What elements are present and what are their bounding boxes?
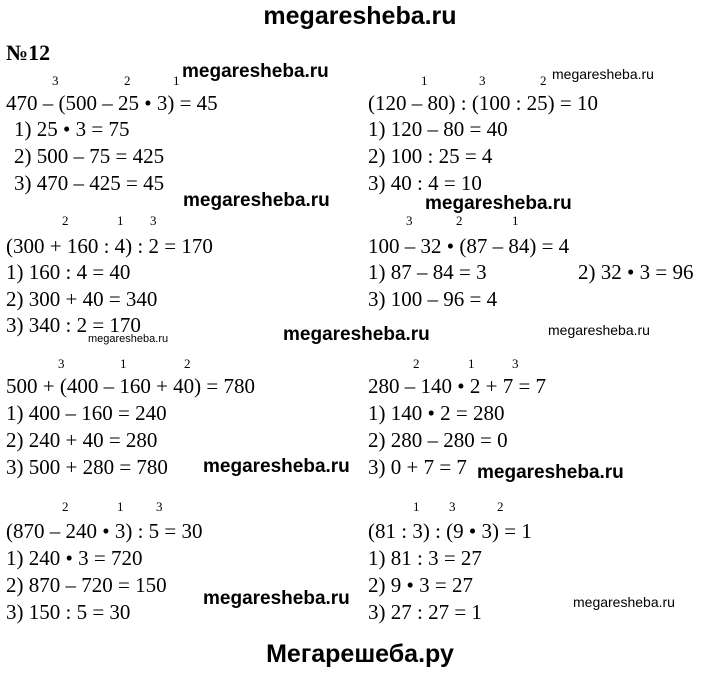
order-marker: 1 — [468, 356, 475, 371]
order-marker: 3 — [58, 356, 65, 371]
task-number: №12 — [6, 40, 51, 65]
solution-step: 2) 32 • 3 = 96 — [578, 260, 694, 284]
watermark: megaresheba.ru — [283, 324, 430, 345]
solution-step: 2) 300 + 40 = 340 — [6, 287, 158, 311]
watermark: megaresheba.ru — [182, 61, 329, 82]
order-marker: 1 — [512, 213, 519, 228]
solution-step: 3) 100 – 96 = 4 — [368, 287, 498, 311]
order-marker: 3 — [406, 213, 413, 228]
watermark: megaresheba.ru — [573, 594, 675, 610]
order-marker: 1 — [117, 213, 124, 228]
watermark: megaresheba.ru — [552, 66, 654, 82]
solution-step: 1) 400 – 160 = 240 — [6, 401, 167, 425]
order-marker: 1 — [173, 73, 180, 88]
order-marker: 3 — [52, 73, 59, 88]
order-marker: 1 — [413, 499, 420, 514]
solution-step: 3) 150 : 5 = 30 — [6, 600, 131, 624]
solution-step: 2) 240 + 40 = 280 — [6, 428, 158, 452]
watermark: megaresheba.ru — [203, 588, 350, 609]
order-marker: 1 — [120, 356, 127, 371]
problem-expression: 470 – (500 – 25 • 3) = 45 — [6, 91, 218, 115]
solution-step: 3) 470 – 425 = 45 — [14, 171, 165, 195]
order-marker: 2 — [497, 499, 504, 514]
solution-step: 2) 870 – 720 = 150 — [6, 573, 167, 597]
watermark: megaresheba.ru — [477, 462, 624, 483]
site-footer: Мегарешеба.ру — [266, 640, 454, 668]
problem-expression: (300 + 160 : 4) : 2 = 170 — [6, 234, 213, 258]
order-marker: 2 — [413, 356, 420, 371]
solution-step: 1) 81 : 3 = 27 — [368, 546, 482, 570]
problem-expression: 280 – 140 • 2 + 7 = 7 — [368, 374, 547, 398]
order-marker: 2 — [456, 213, 463, 228]
order-marker: 3 — [156, 499, 163, 514]
solution-step: 3) 500 + 280 = 780 — [6, 455, 168, 479]
watermark: megaresheba.ru — [203, 456, 350, 477]
solution-step: 1) 240 • 3 = 720 — [6, 546, 143, 570]
order-marker: 3 — [449, 499, 456, 514]
watermark: megaresheba.ru — [183, 190, 330, 211]
solution-step: 3) 340 : 2 = 170 — [6, 313, 141, 337]
solution-step: 1) 25 • 3 = 75 — [14, 117, 130, 141]
solution-step: 2) 500 – 75 = 425 — [14, 144, 165, 168]
order-marker: 2 — [124, 73, 131, 88]
solution-step: 3) 27 : 27 = 1 — [368, 600, 482, 624]
solution-step: 2) 280 – 280 = 0 — [368, 428, 508, 452]
order-marker: 2 — [62, 213, 69, 228]
solution-step: 1) 87 – 84 = 3 — [368, 260, 487, 284]
watermark: megaresheba.ru — [425, 193, 572, 214]
problem-expression: (81 : 3) : (9 • 3) = 1 — [368, 519, 532, 543]
order-marker: 1 — [117, 499, 124, 514]
order-marker: 2 — [62, 499, 69, 514]
problem-expression: 500 + (400 – 160 + 40) = 780 — [6, 374, 256, 398]
order-marker: 1 — [421, 73, 428, 88]
solution-step: 1) 160 : 4 = 40 — [6, 260, 131, 284]
solution-step: 3) 0 + 7 = 7 — [368, 455, 467, 479]
problem-expression: 100 – 32 • (87 – 84) = 4 — [368, 234, 570, 258]
order-marker: 2 — [184, 356, 191, 371]
solution-step: 2) 100 : 25 = 4 — [368, 144, 493, 168]
solution-step: 3) 40 : 4 = 10 — [368, 171, 482, 195]
solution-step: 1) 140 • 2 = 280 — [368, 401, 505, 425]
watermark: megaresheba.ru — [88, 333, 169, 345]
order-marker: 2 — [540, 73, 547, 88]
site-title: megaresheba.ru — [263, 2, 457, 30]
solution-step: 1) 120 – 80 = 40 — [368, 117, 508, 141]
order-marker: 3 — [512, 356, 519, 371]
problem-expression: (120 – 80) : (100 : 25) = 10 — [368, 91, 598, 115]
order-marker: 3 — [150, 213, 157, 228]
watermark: megaresheba.ru — [548, 322, 650, 338]
problem-expression: (870 – 240 • 3) : 5 = 30 — [6, 519, 203, 543]
solution-step: 2) 9 • 3 = 27 — [368, 573, 473, 597]
order-marker: 3 — [479, 73, 486, 88]
